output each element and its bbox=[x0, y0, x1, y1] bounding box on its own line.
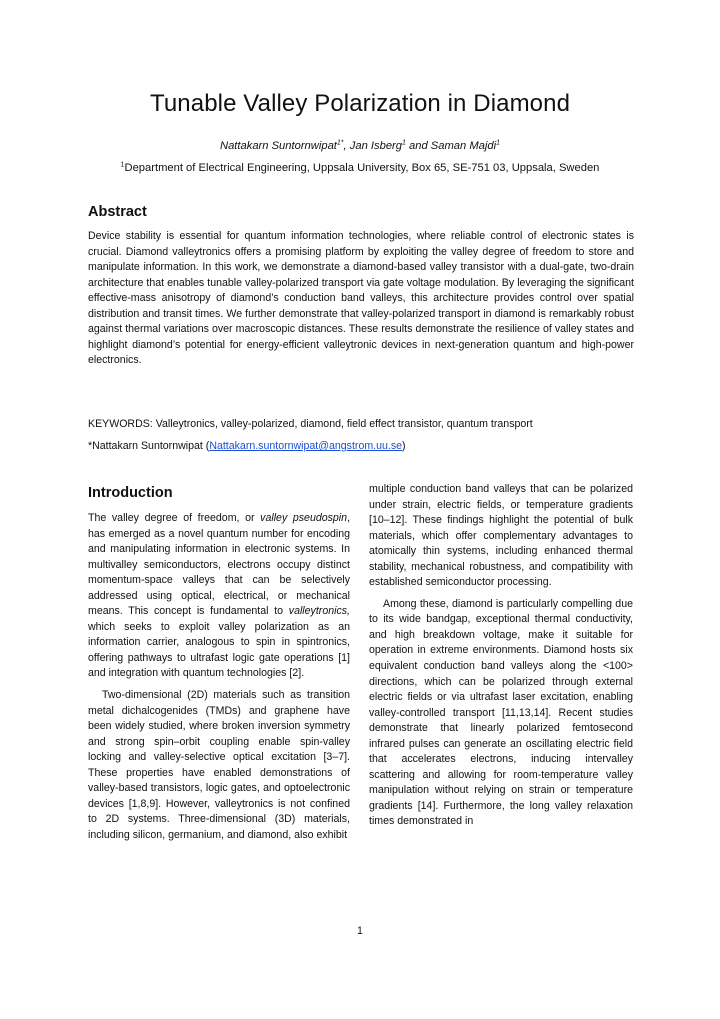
left-column bbox=[88, 483, 350, 843]
page-number: 1 bbox=[357, 925, 363, 937]
right-column bbox=[369, 482, 633, 830]
intro-text: The valley degree of freedom, or bbox=[88, 512, 261, 524]
author-affiliation-mark: 1 bbox=[402, 139, 406, 147]
corresponding-author bbox=[88, 439, 634, 454]
intro-term-valley-pseudospin: valley pseudospin bbox=[260, 512, 348, 524]
affiliation-text: Department of Electrical Engineering, Uppsala University, Box 65, SE-751 03, Uppsala, Sweden bbox=[124, 162, 600, 174]
intro-paragraph-3: multiple conduction band valleys that can be polarized under strain, electric fields, or temperature gradients [10–12]. These findings highlight the potential of bulk materials, which offer complementary advantages to atomically thin systems, including enhanced thermal stability, mechanical robustness, and compatibility with established semiconductor processing. bbox=[369, 483, 633, 589]
corresponding-email-link[interactable]: Nattakarn.suntornwipat@angstrom.uu.se bbox=[209, 440, 403, 452]
keywords: KEYWORDS: Valleytronics, valley-polarized, diamond, field effect transistor, quantum transport bbox=[88, 418, 533, 430]
author-list bbox=[0, 140, 720, 152]
intro-text: , has emerged as a novel quantum number for encoding and manipulating information in electronic systems. In multivalley semiconductors, electrons occupy distinct momentum-space valleys that can be selectively addressed using optical, electrical, or mechanical means. This concept is fundamental to bbox=[88, 512, 351, 618]
introduction-heading: Introduction bbox=[88, 485, 173, 501]
author-name: Nattakarn Suntornwipat bbox=[219, 140, 337, 152]
author-separator: and bbox=[405, 140, 431, 152]
intro-paragraph-1 bbox=[88, 511, 350, 682]
affiliation-mark: 1 bbox=[120, 161, 125, 169]
corresponding-suffix: ) bbox=[402, 440, 406, 452]
intro-paragraph-2: Two-dimensional (2D) materials such as transition metal dichalcogenides (TMDs) and graphene have been widely studied, where broken inversion symmetry and strong spin–orbit coupling enable spin-valley locking and valley-selective optical excitation [3–7]. These properties have enabled demonstrations of valley-based transistors, logic gates, and optoelectronic devices [1,8,9]. However, valleytronics is not confined to 2D systems. Three-dimensional (3D) materials, including silicon, germanium, and diamond, also exhibit bbox=[88, 689, 350, 841]
abstract-text: Device stability is essential for quantum information technologies, where reliable control of electronic states is crucial. Diamond valleytronics offers a promising platform by exploiting the valley degree of freedom to store and manipulate information. In this work, we demonstrate a diamond-based valley transistor with a dual-gate, two-drain architecture that enables tunable valley-polarized transport via gate voltage modulation. By leveraging the significant effective-mass anisotropy of diamond’s conduction band valleys, this architecture provides control over spatial distribution and transit times. We further demonstrate that valley-polarized transport in diamond is remarkably robust against thermal variations over macroscopic distances. These results demonstrate the resilience of valley states and highlight diamond’s potential for energy-efficient valleytronic devices in next-generation quantum and high-power electronics. bbox=[88, 230, 634, 367]
abstract-heading: Abstract bbox=[88, 204, 147, 220]
author-name: Jan Isberg bbox=[349, 140, 402, 152]
intro-term-valleytronics: valleytronics, bbox=[288, 605, 350, 618]
author-affiliation-mark: 1 bbox=[496, 139, 500, 147]
corresponding-prefix: *Nattakarn Suntornwipat ( bbox=[88, 440, 210, 452]
author-separator: , bbox=[343, 140, 350, 152]
paper-title: Tunable Valley Polarization in Diamond bbox=[149, 90, 571, 117]
author-affiliation-mark: 1* bbox=[336, 139, 344, 147]
affiliation bbox=[0, 162, 720, 174]
author-name: Saman Majdi bbox=[430, 140, 497, 152]
intro-text: which seeks to exploit valley polarization as an information carrier, analogous to spin in spintronics, offering pathways to ultrafast logic gate operations [1] and integration with quantum technologies [2]. bbox=[88, 620, 350, 680]
intro-paragraph-4: Among these, diamond is particularly compelling due to its wide bandgap, exceptional thermal conductivity, and high breakdown voltage, make it suitable for operation in extreme environments. Diamond hosts six equivalent conduction band valleys along the <100> directions, which can be polarized through external electric fields or via ultrafast laser excitation, enabling valley-controlled transport [11,13,14]. Recent studies demonstrate that linearly polarized femtosecond infrared pulses can generate an oscillating electric field that accelerates electrons, inducing intervalley scattering and allowing for room-temperature valley manipulation without relying on strain or temperature gradients [14]. Furthermore, the long valley relaxation times demonstrated in bbox=[369, 597, 633, 828]
